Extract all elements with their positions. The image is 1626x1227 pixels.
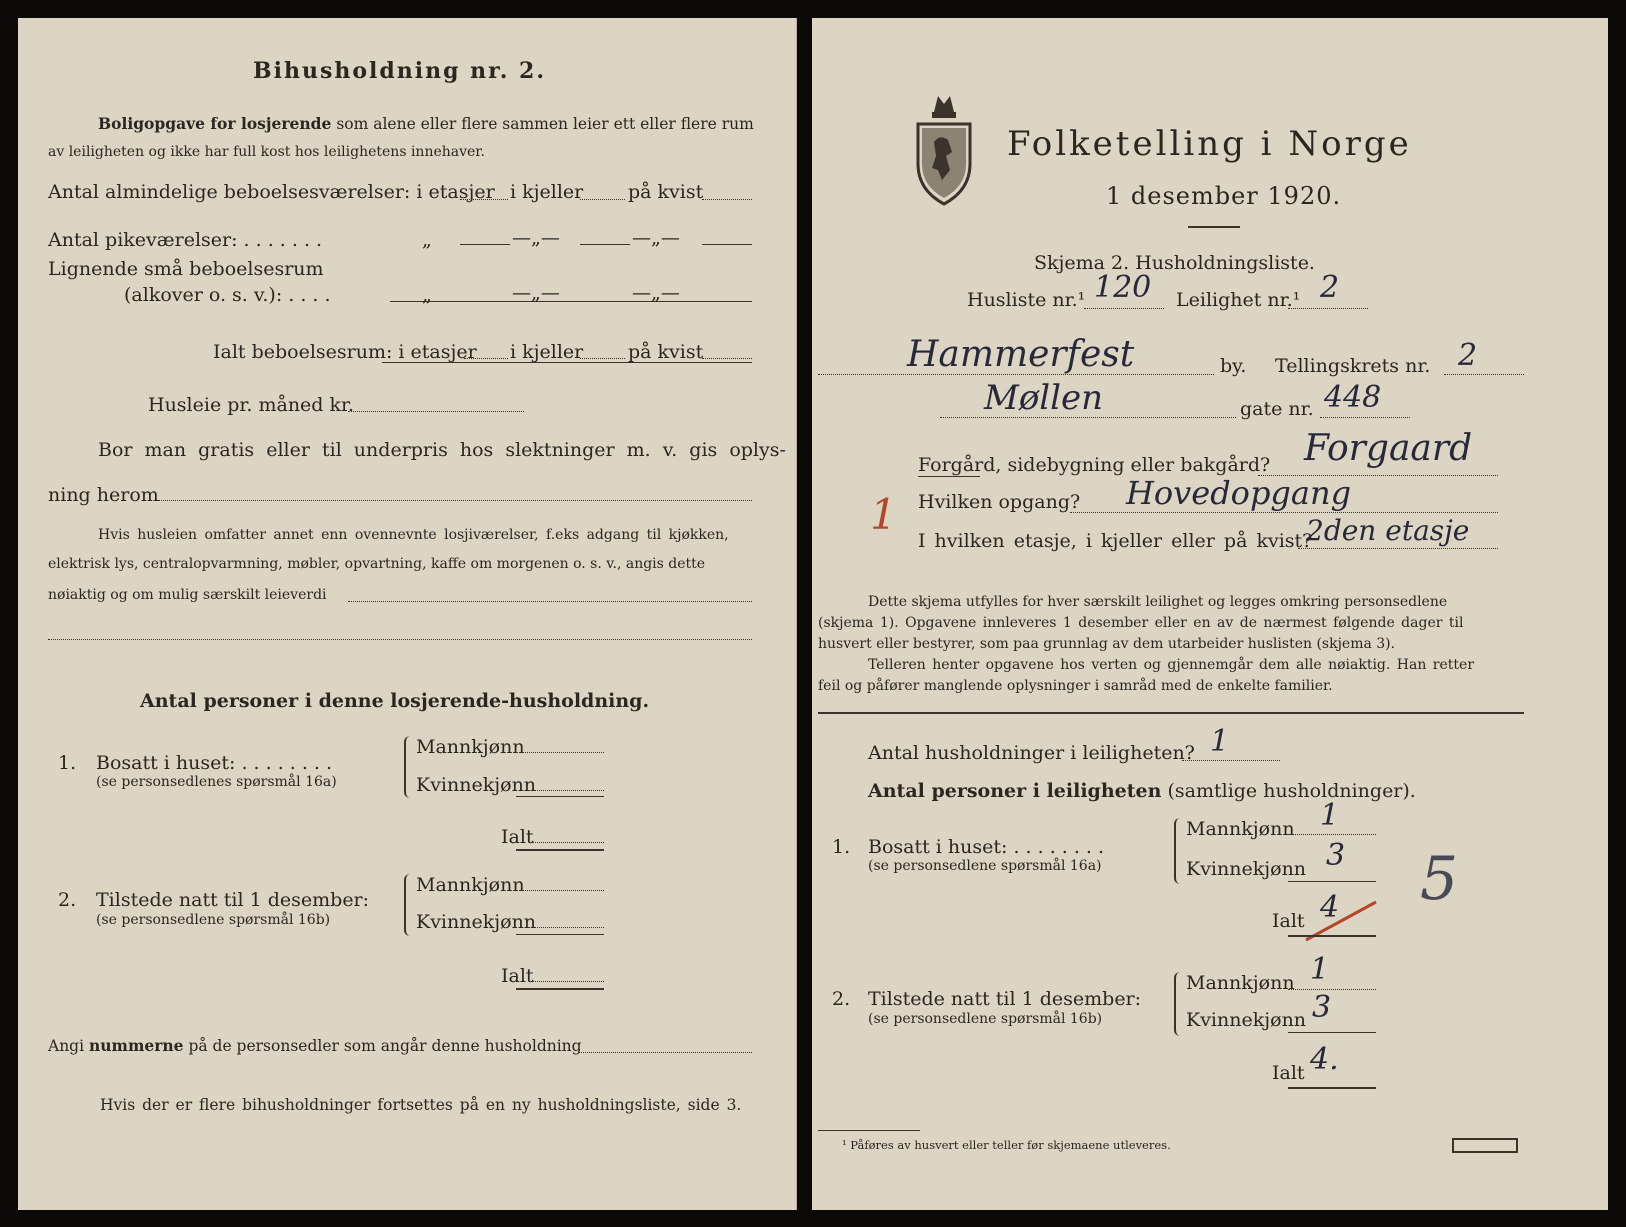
q2-kvinne-value: 3 xyxy=(1312,990,1332,1025)
q2-mann-value: 1 xyxy=(1310,952,1330,987)
left-footer: Hvis der er flere bihusholdninger fortsettes på en ny husholdningsliste, side 3. xyxy=(100,1096,742,1114)
skjema-label: Skjema 2. Husholdningsliste. xyxy=(1034,252,1315,274)
q2-label-left: Tilstede natt til 1 desember: xyxy=(96,889,370,911)
bor-line-2: ning herom xyxy=(48,484,159,506)
antal-heading-right: Antal personer i leiligheten (samtlige husholdninger). xyxy=(868,780,1416,802)
q2-ialt-value: 4. xyxy=(1310,1042,1339,1077)
note-line-1: Dette skjema utfylles for hver særskilt leilighet og legges omkring personsedlene xyxy=(868,594,1448,610)
q2-label-right: Tilstede natt til 1 desember: xyxy=(868,988,1142,1010)
husleie-label: Husleie pr. måned kr. xyxy=(148,394,355,416)
left-page: Bihusholdning nr. 2. Boligopgave for losjerende som alene eller flere sammen leier ett eller flere rum av leiligheten og ikke har full kost hos leilighetens innehaver. Antal almindelige beboelsesværelser: i etasjer i kjeller på kvist Antal pikeværelser: . . . . . . . „ —„— —„— Lignende små beboelsesrum (alkover o. s. v.): . . . . „ —„— —„— Ialt beboelsesrum: i etasjer i kjeller på kvist Husleie pr. måned kr. Bor man gratis eller til underpris hos slektninger m. v. gis oplys- ning herom Hvis husleien omfatter annet enn ovennevnte losjiværelser, f.eks adgang til kjøkken, elektrisk lys, centralopvarmning, møbler, opvartning, kaffe om morgenen o. s. v., angis dette nøiaktig og om mulig særskilt leieverdi Antal personer i denne losjerende-husholdning. 1. Bosatt i huset: . . . . . . . . (se personsedlenes spørsmål 16a) Mannkjønn Kvinnekjønn Ialt 2. Tilstede natt til 1 desember: (se personsedlene spørsmål 16b) Mannkjønn Kvinnekjønn Ialt Angi nummerne på de personsedler som angår denne husholdning Hvis der er flere bihusholdninger fortsettes på en ny husholdningsliste, side 3. xyxy=(18,18,797,1210)
strike-mark-icon xyxy=(1302,898,1382,944)
gate-value: 448 xyxy=(1324,380,1382,415)
hvis-line-3: nøiaktig og om mulig særskilt leieverdi xyxy=(48,587,327,603)
intro-line-2: av leiligheten og ikke har full kost hos leilighetens innehaver. xyxy=(48,144,485,160)
q1-ialt-value: 4 xyxy=(1320,890,1340,925)
q1-label-right: Bosatt i huset: . . . . . . . . xyxy=(868,836,1105,858)
footnote: ¹ Påføres av husvert eller teller før skjemaene utleveres. xyxy=(842,1138,1171,1152)
hvis-line-2: elektrisk lys, centralopvarmning, møbler, opvartning, kaffe om morgenen o. s. v., angis dette xyxy=(48,556,706,572)
lignende-label: Lignende små beboelsesrum xyxy=(48,258,324,280)
margin-mark: 1 xyxy=(870,490,897,539)
q1-kvinne-value: 3 xyxy=(1326,838,1346,873)
husholdninger-value: 1 xyxy=(1210,724,1230,759)
husliste-value: 120 xyxy=(1094,270,1152,305)
census-date: 1 desember 1920. xyxy=(1106,182,1342,210)
q1-mann-value: 1 xyxy=(1320,798,1340,833)
opgang-label: Hvilken opgang? xyxy=(918,491,1081,513)
angi-line: Angi nummerne på de personsedler som angår denne husholdning xyxy=(48,1036,582,1055)
side-mark: 5 xyxy=(1420,844,1459,914)
street-value: Møllen xyxy=(984,378,1104,418)
note-line-4: Telleren henter opgavene hos verten og gjennemgår dem alle nøiaktig. Han retter xyxy=(868,657,1475,673)
intro-line-1: Boligopgave for losjerende som alene eller flere sammen leier ett eller flere rum xyxy=(98,114,754,133)
husholdninger-label: Antal husholdninger i leiligheten? xyxy=(868,742,1195,764)
antal-heading-left: Antal personer i denne losjerende-husholdning. xyxy=(140,690,650,712)
city-value: Hammerfest xyxy=(907,334,1135,375)
coat-of-arms-icon xyxy=(912,90,976,208)
krets-value: 2 xyxy=(1458,338,1478,373)
right-page: Folketelling i Norge 1 desember 1920. Skjema 2. Husholdningsliste. Husliste nr.¹ 120 Leilighet nr.¹ 2 Hammerfest by. Tellingskrets nr. 2 Møllen gate nr. 448 Forgård, sidebygning eller bakgård? Forgaard 1 Hvilken opgang? Hovedopgang I hvilken etasje, i kjeller eller på kvist? 2den etasje Dette skjema utfylles for hver særskilt leilighet og legges omkring personsedlene (skjema 1). Opgavene innleveres 1 desember eller en av de nærmest følgende dager til husvert eller bestyrer, som paa grunnlag av dem utarbeider huslisten (skjema 3). Telleren henter opgavene hos verten og gjennemgår dem alle nøiaktig. Han retter feil og påfører manglende oplysninger i samråd med de enkelte familier. Antal husholdninger i leiligheten? 1 Antal personer i leiligheten (samtlige husholdninger). 1. Bosatt i huset: . . . . . . . . (se personsedlene spørsmål 16a) Mannkjønn 1 Kvinnekjønn 3 Ialt 4 5 2. Tilstede natt til 1 desember: (se personsedlene spørsmål 16b) Mannkjønn 1 Kvinnekjønn 3 Ialt 4. ¹ Påføres av husvert eller teller før skjemaene utleveres. xyxy=(812,18,1608,1210)
bihusholdning-title: Bihusholdning nr. 2. xyxy=(253,58,546,84)
bor-line-1: Bor man gratis eller til underpris hos slektninger m. v. gis oplys- xyxy=(98,439,786,461)
rooms-label: Antal almindelige beboelsesværelser: i etasjer xyxy=(48,181,495,203)
etasje-value: 2den etasje xyxy=(1306,514,1470,547)
leilighet-value: 2 xyxy=(1320,270,1340,305)
note-line-5: feil og påfører manglende oplysninger i samråd med de enkelte familier. xyxy=(818,678,1333,694)
forgaard-value: Forgaard xyxy=(1304,428,1473,469)
q1-label-left: Bosatt i huset: . . . . . . . . xyxy=(96,752,333,774)
hvis-line-1: Hvis husleien omfatter annet enn ovennevnte losjiværelser, f.eks adgang til kjøkken, xyxy=(98,527,729,543)
note-line-3: husvert eller bestyrer, som paa grunnlag av dem utarbeider huslisten (skjema 3). xyxy=(818,636,1396,652)
printer-stamp xyxy=(1452,1138,1518,1153)
etasje-label: I hvilken etasje, i kjeller eller på kvist? xyxy=(918,530,1313,552)
ialt-rooms-label: Ialt beboelsesrum: i etasjer xyxy=(213,341,477,363)
pike-label: Antal pikeværelser: . . . . . . . xyxy=(48,229,323,251)
forgaard-label: Forgård, sidebygning eller bakgård? xyxy=(918,454,1271,476)
note-line-2: (skjema 1). Opgavene innleveres 1 desember eller en av de nærmest følgende dager til xyxy=(818,615,1464,631)
opgang-value: Hovedopgang xyxy=(1126,474,1352,512)
folketelling-title: Folketelling i Norge xyxy=(1007,124,1412,164)
